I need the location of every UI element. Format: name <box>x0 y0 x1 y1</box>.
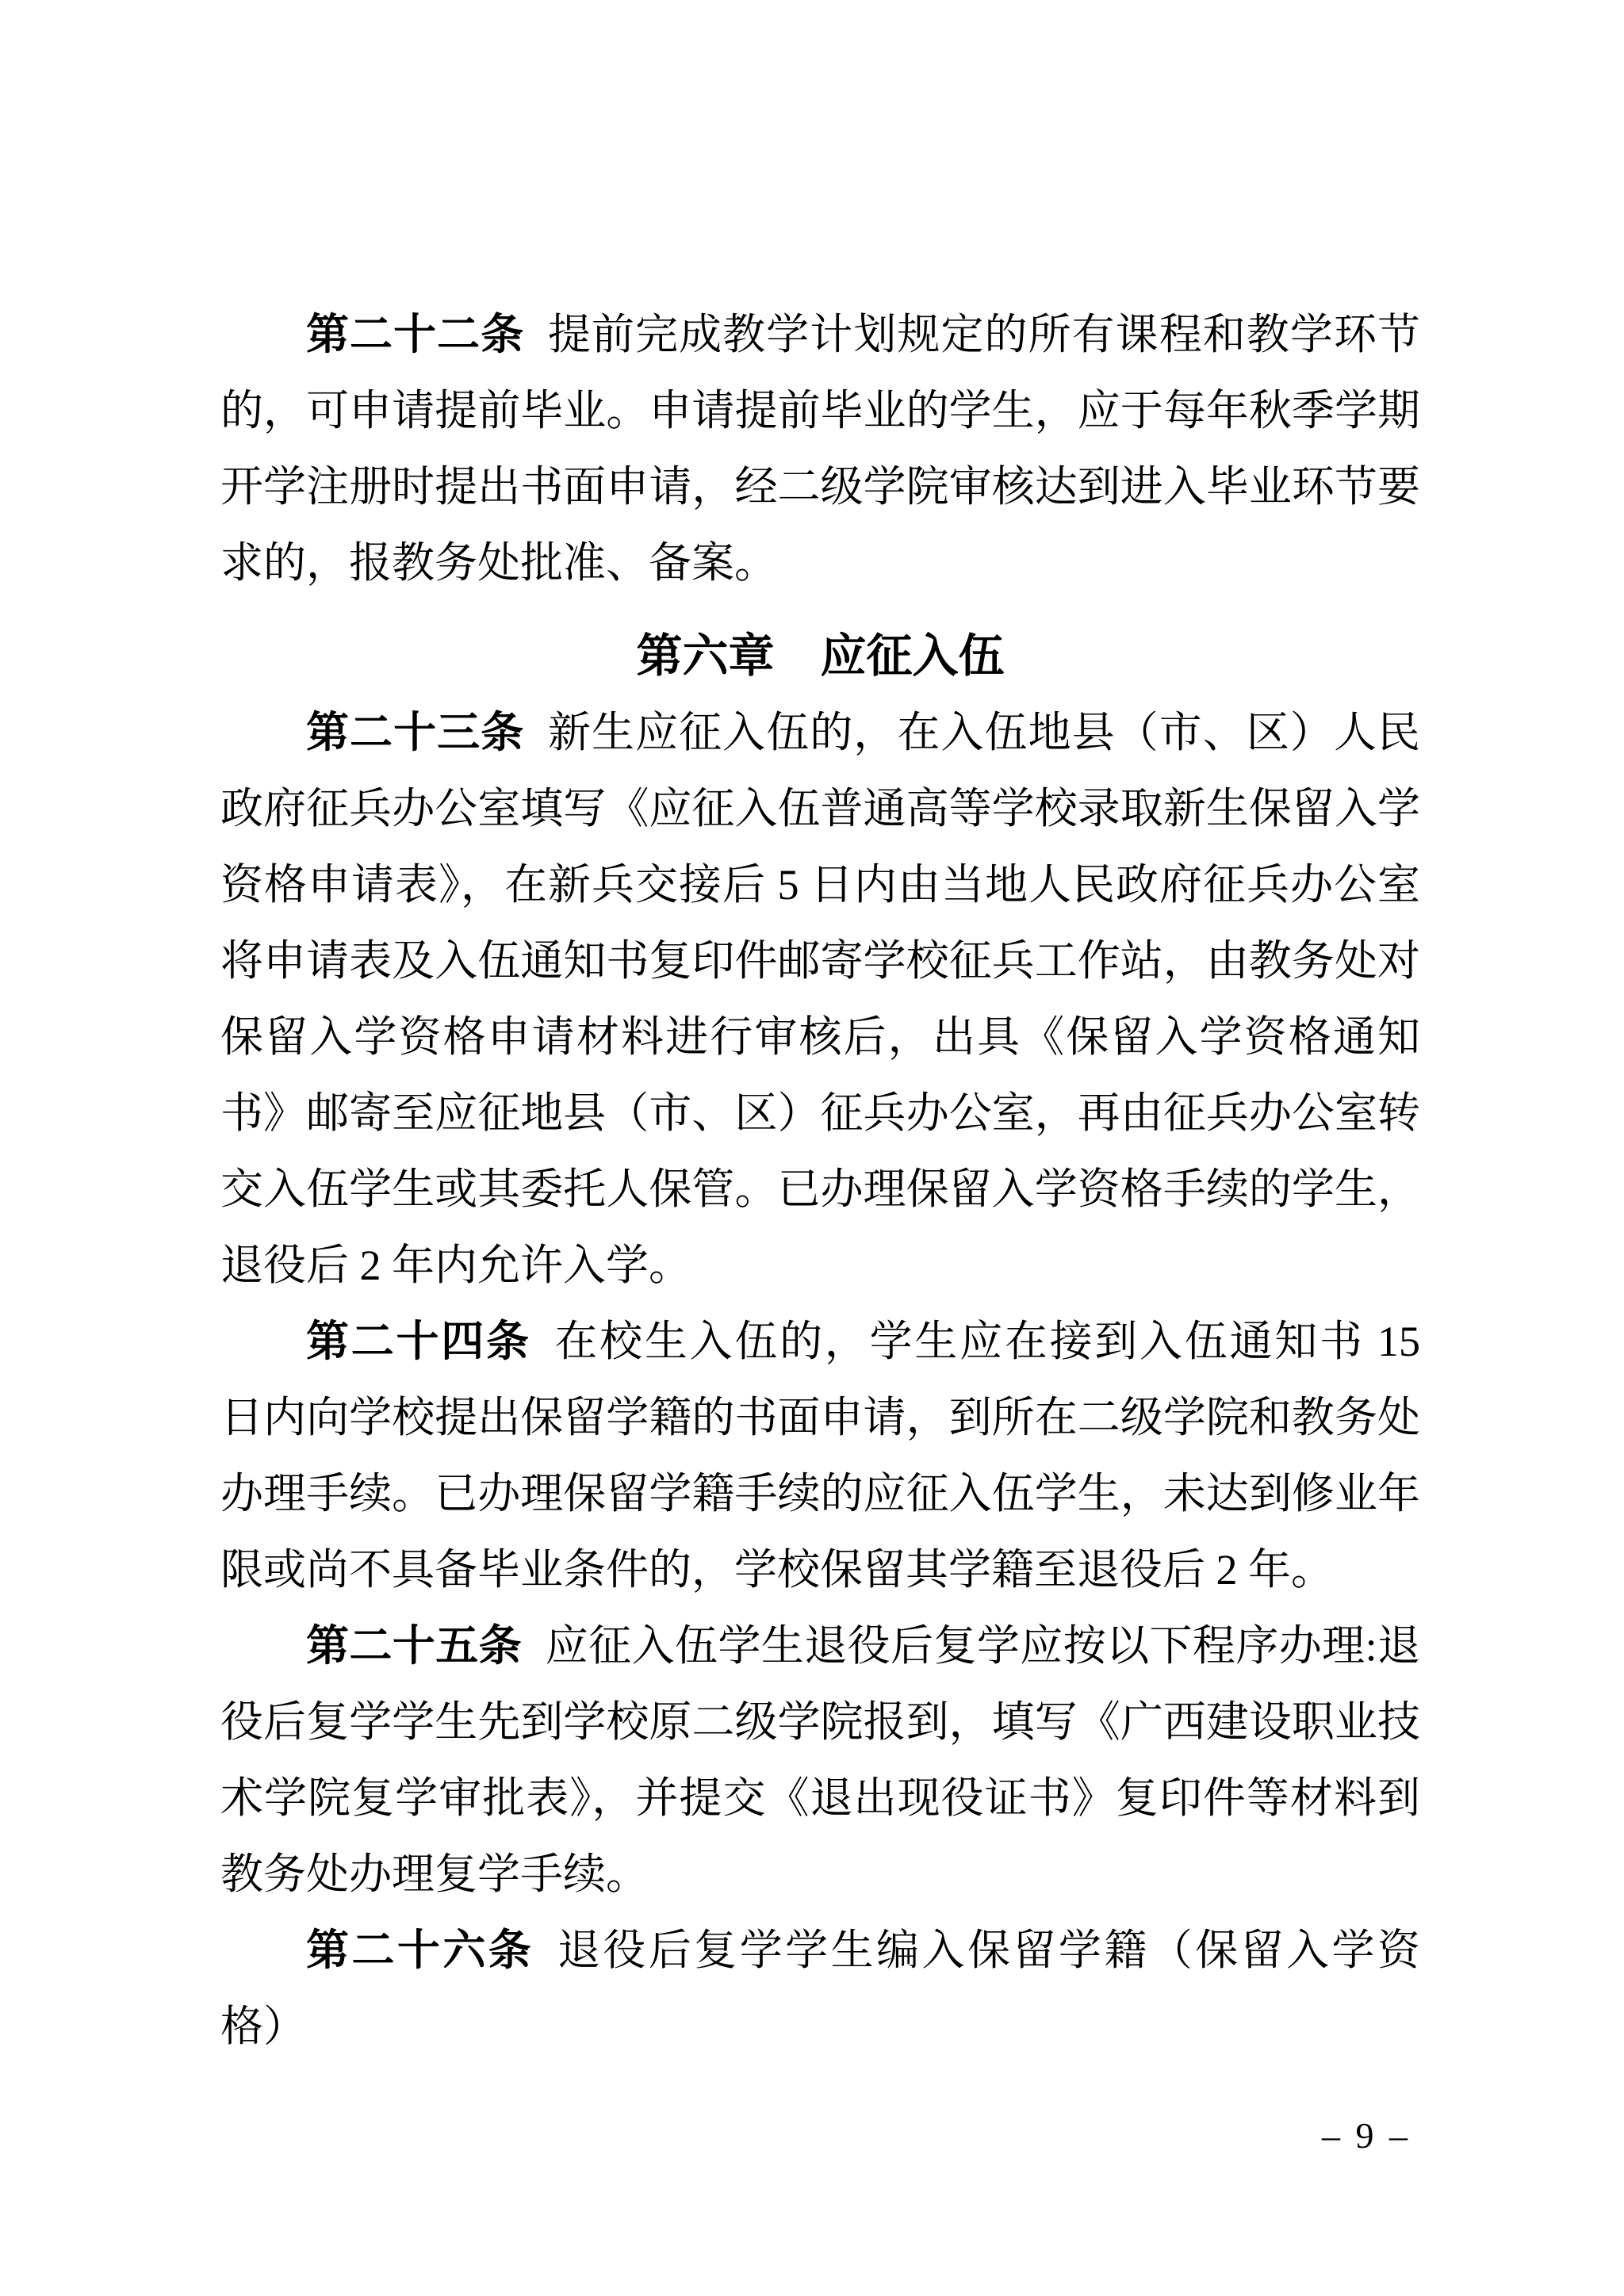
article-26-text: 退役后复学学生编入保留学籍（保留入学资格） <box>220 1927 1421 2050</box>
article-26-lead: 第二十六条 <box>306 1927 534 1974</box>
article-23-paragraph <box>220 695 1420 1303</box>
article-23-lead: 第二十三条 <box>306 709 525 756</box>
article-26-paragraph <box>220 1912 1420 2064</box>
article-22-text: 提前完成教学计划规定的所有课程和教学环节的，可申请提前毕业。申请提前毕业的学生，应于每年秋季学期开学注册时提出书面申请，经二级学院审核达到进入毕业环节要求的，报教务处批准、备案。 <box>220 311 1421 587</box>
article-25-paragraph <box>220 1608 1420 1912</box>
chapter-6-heading <box>220 618 1420 695</box>
article-24-text: 在校生入伍的，学生应在接到入伍通知书 15 日内向学校提出保留学籍的书面申请，到所在二级学院和教务处办理手续。已办理保留学籍手续的应征入伍学生，未达到修业年限或尚不具备毕业条件的，学校保留其学籍至退役后 2 年。 <box>220 1318 1421 1594</box>
chapter-title: 应征入伍 <box>820 630 1005 682</box>
article-23-text: 新生应征入伍的，在入伍地县（市、区）人民政府征兵办公室填写《应征入伍普通高等学校录取新生保留入学资格申请表》，在新兵交接后 5 日内由当地人民政府征兵办公室将申请表及入伍通知书复印件邮寄学校征兵工作站，由教务处对保留入学资格申请材料进行审核后，出具《保留入学资格通知书》邮寄至应征地县（市、区）征兵办公室，再由征兵办公室转交入伍学生或其委托人保管。已办理保留入学资格手续的学生，退役后 2 年内允许入学。 <box>220 709 1421 1289</box>
page-number: – 9 – <box>1322 2115 1408 2156</box>
article-22-lead: 第二十二条 <box>306 311 525 358</box>
chapter-number: 第六章 <box>636 630 775 682</box>
article-25-lead: 第二十五条 <box>306 1622 523 1670</box>
article-25-text: 应征入伍学生退役后复学应按以下程序办理:退役后复学学生先到学校原二级学院报到，填写《广西建设职业技术学院复学审批表》，并提交《退出现役证书》复印件等材料到教务处办理复学手续。 <box>220 1622 1420 1898</box>
document-body <box>220 297 1420 2064</box>
article-24-lead: 第二十四条 <box>306 1318 531 1365</box>
article-24-paragraph <box>220 1303 1420 1608</box>
article-22-paragraph <box>220 297 1420 601</box>
